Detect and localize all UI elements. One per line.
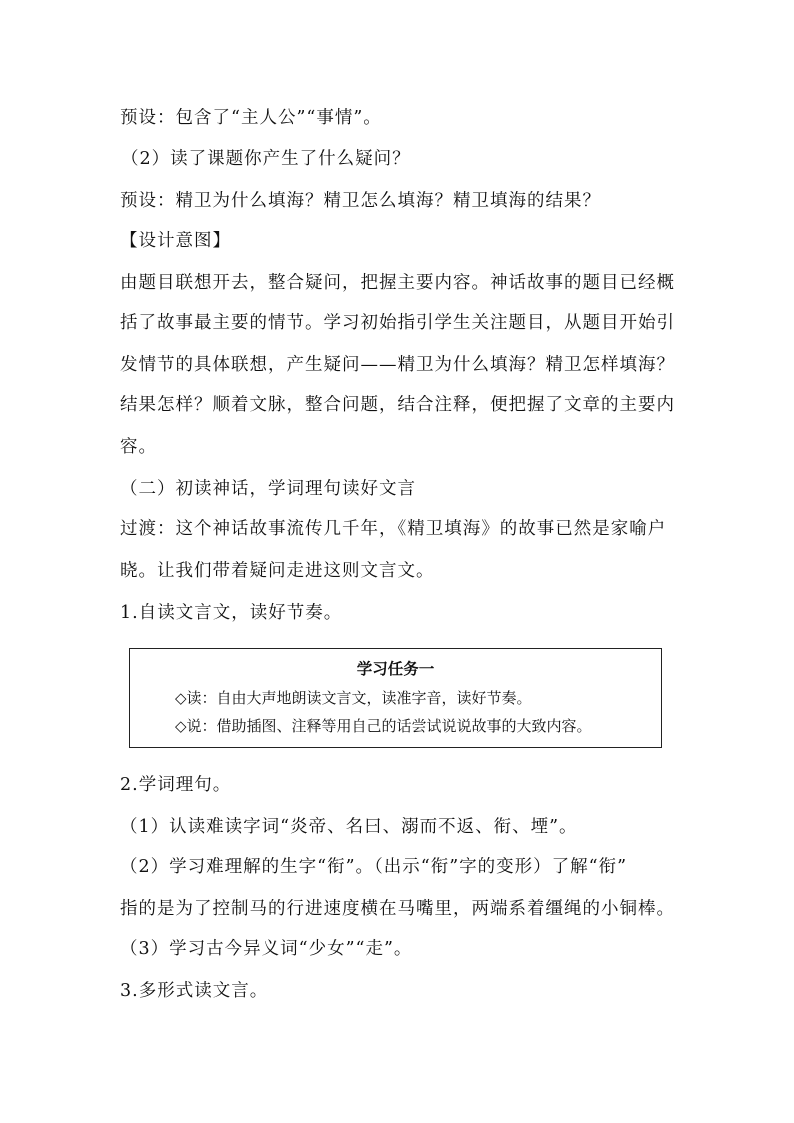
intent-paragraph-line-4: 结果怎样？顺着文脉，整合问题，结合注释，便把握了文章的主要内 xyxy=(120,395,675,415)
intent-paragraph-line-5: 容。 xyxy=(120,437,157,457)
transition-line-1: 过渡：这个神话故事流传几千年，《精卫填海》的故事已然是家喻户 xyxy=(120,519,667,539)
question-2-line: （2）读了课题你产生了什么疑问？ xyxy=(121,149,411,169)
task-item-read: ◇读：自由大声地朗读文言文，读准字音，读好节奏。 xyxy=(175,689,532,707)
design-intent-heading: 【设计意图】 xyxy=(120,231,231,251)
preset-line-2: 预设：精卫为什么填海？精卫怎么填海？精卫填海的结果？ xyxy=(120,191,601,211)
sub-step-2-line-2: 指的是为了控制马的行进速度横在马嘴里，两端系着缰绳的小铜棒。 xyxy=(120,899,675,919)
preset-line-1: 预设：包含了“主人公”“事情”。 xyxy=(120,108,382,128)
intent-paragraph-line-3: 发情节的具体联想，产生疑问——精卫为什么填海？精卫怎样填海？ xyxy=(120,355,675,375)
step-1-line: 1.自读文言文，读好节奏。 xyxy=(120,603,343,623)
intent-paragraph-line-1: 由题目联想开去，整合疑问，把握主要内容。神话故事的题目已经概 xyxy=(120,273,675,293)
sub-step-2-line-1: （2）学习难理解的生字“衔”。（出示“衔”字的变形）了解“衔” xyxy=(120,857,628,877)
transition-line-2: 晓。让我们带着疑问走进这则文言文。 xyxy=(120,561,435,581)
section-2-heading: （二）初读神话，学词理句读好文言 xyxy=(120,479,416,499)
step-2-line: 2.学词理句。 xyxy=(120,775,232,795)
learning-task-box xyxy=(129,648,662,748)
step-3-line: 3.多形式读文言。 xyxy=(120,981,269,1001)
task-item-speak: ◇说：借助插图、注释等用自己的话尝试说说故事的大致内容。 xyxy=(175,717,592,735)
sub-step-3-line: （3）学习古今异义词“少女”“走”。 xyxy=(120,939,413,959)
intent-paragraph-line-2: 括了故事最主要的情节。学习初始指引学生关注题目，从题目开始引 xyxy=(120,313,675,333)
sub-step-1-line: （1）认读难读字词“炎帝、名曰、溺而不返、衔、堙”。 xyxy=(120,817,578,837)
task-box-title: 学习任务一 xyxy=(356,660,435,678)
